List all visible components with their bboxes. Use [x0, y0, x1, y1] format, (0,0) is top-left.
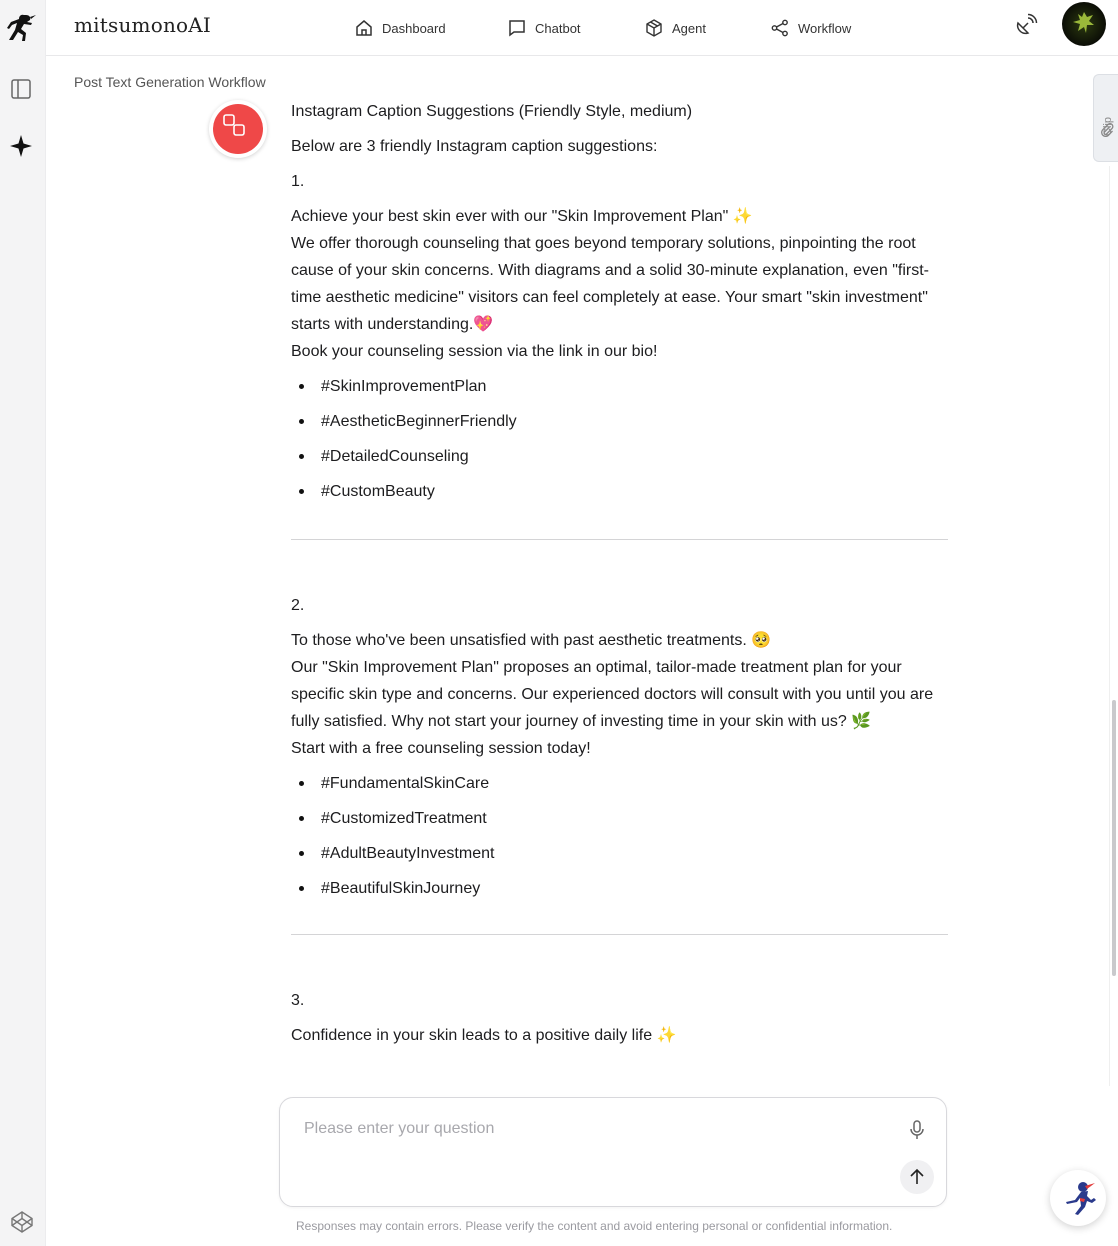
- chat-bubble-icon: [507, 18, 527, 38]
- hashtag-item: #DetailedCounseling: [291, 443, 951, 478]
- bot-avatar: [209, 100, 267, 158]
- nav-agent-label: Agent: [672, 20, 706, 36]
- caption-number: 2.: [291, 597, 305, 614]
- caption-headline: To those who've been unsatisfied with past aesthetic treatments. 🥺: [291, 632, 772, 649]
- caption-cta: Start with a free counseling session today!: [291, 740, 591, 757]
- chat-input-container: [279, 1097, 947, 1207]
- nav-agent[interactable]: [644, 0, 706, 56]
- workflow-bot-icon: [222, 113, 246, 137]
- hashtag-item: #AdultBeautyInvestment: [291, 840, 951, 875]
- question-input[interactable]: [304, 1120, 884, 1180]
- paperclip-icon: [1100, 123, 1114, 137]
- hashtag-list: [291, 770, 951, 910]
- divider: [291, 934, 948, 935]
- home-icon: [354, 18, 374, 38]
- hashtag-item: #CustomBeauty: [291, 478, 951, 513]
- caption-body: We offer thorough counseling that goes beyond temporary solutions, pinpointing the root cause of your skin concerns. With diagrams and a solid 30-minute explanation, even "first-time aesthetic medicine" visitors can feel completely at ease. Your smart "skin investment" starts with understanding.💖: [291, 235, 929, 333]
- caption-number: 1.: [291, 173, 305, 190]
- nav-workflow-label: Workflow: [798, 20, 852, 36]
- disclaimer-text: Responses may contain errors. Please verify the content and avoid entering personal or confidential information.: [296, 1219, 893, 1233]
- caption-headline: Achieve your best skin ever with our "Skin Improvement Plan" ✨: [291, 208, 753, 225]
- cube-icon: [644, 18, 664, 38]
- caption-headline: Confidence in your skin leads to a positive daily life ✨: [291, 1027, 677, 1044]
- nav-dashboard[interactable]: [354, 0, 446, 56]
- arrow-up-icon: [908, 1168, 926, 1186]
- user-avatar[interactable]: [1062, 2, 1106, 46]
- divider: [291, 539, 948, 540]
- left-rail: [0, 0, 46, 1246]
- hashtag-item: #CustomizedTreatment: [291, 805, 951, 840]
- message-title: Instagram Caption Suggestions (Friendly Style, medium): [291, 103, 693, 120]
- assistant-message: [291, 98, 951, 1088]
- brand-name[interactable]: mitsumonoAI: [74, 13, 212, 37]
- share-nodes-icon: [770, 18, 790, 38]
- send-button[interactable]: [900, 1160, 934, 1194]
- hashtag-item: #BeautifulSkinJourney: [291, 875, 951, 910]
- nav-chatbot[interactable]: [507, 0, 581, 56]
- clip-tab[interactable]: [1093, 74, 1118, 162]
- avatar-figure-icon: [1062, 2, 1106, 46]
- clip-label: Clip: [1102, 117, 1114, 136]
- caption-text: [291, 627, 951, 762]
- toggle-sidebar-icon[interactable]: [10, 78, 32, 100]
- page-title: Post Text Generation Workflow: [74, 74, 266, 90]
- caption-cta: Book your counseling session via the link in our bio!: [291, 343, 658, 360]
- nav-chatbot-label: Chatbot: [535, 20, 581, 36]
- hashtag-item: #FundamentalSkinCare: [291, 770, 951, 805]
- caption-number: 3.: [291, 992, 305, 1009]
- assistant-fab-button[interactable]: [1050, 1170, 1106, 1226]
- hashtag-list: [291, 373, 951, 513]
- nav-dashboard-label: Dashboard: [382, 20, 446, 36]
- ninja-mascot-icon: [1059, 1178, 1099, 1218]
- satellite-dish-icon[interactable]: [1014, 13, 1038, 37]
- top-header: [46, 0, 1118, 56]
- ninja-logo-icon[interactable]: [6, 12, 38, 46]
- caption-body: Our "Skin Improvement Plan" proposes an optimal, tailor-made treatment plan for your specific skin type and concerns. Our experienced doctors will consult with you until you are fully satisfied. Why not start your journey of investing time in your skin with us? 🌿: [291, 659, 934, 730]
- scrollbar-thumb[interactable]: [1112, 700, 1116, 976]
- microphone-icon[interactable]: [905, 1118, 929, 1142]
- message-intro: Below are 3 friendly Instagram caption suggestions:: [291, 138, 658, 155]
- codepen-icon[interactable]: [10, 1210, 34, 1234]
- sparkle-icon[interactable]: [9, 134, 33, 158]
- hashtag-item: #SkinImprovementPlan: [291, 373, 951, 408]
- scroll-track: [1109, 166, 1110, 1086]
- hashtag-item: #AestheticBeginnerFriendly: [291, 408, 951, 443]
- nav-workflow[interactable]: [770, 0, 851, 56]
- caption-text: [291, 203, 951, 365]
